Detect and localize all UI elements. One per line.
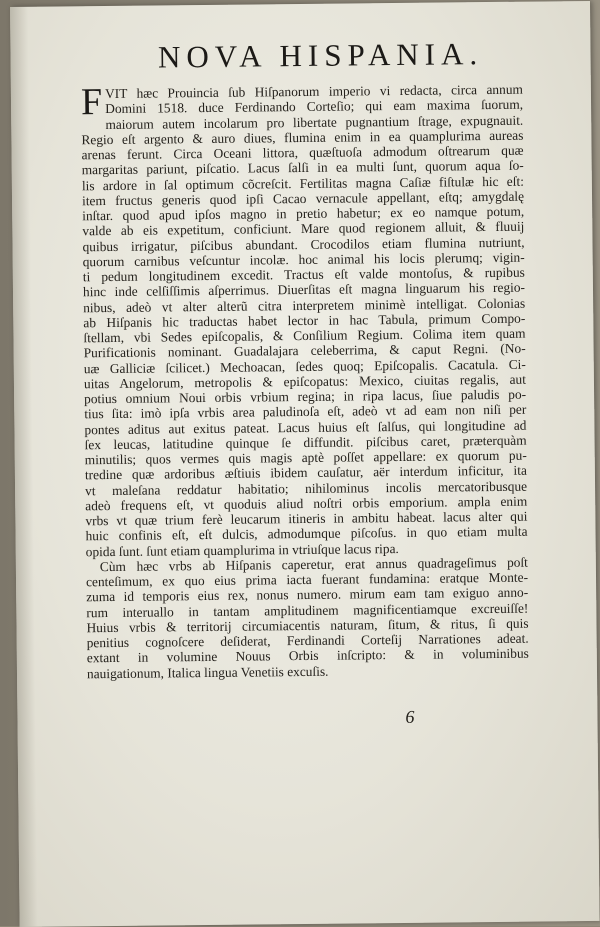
text-line: potius omnium Noui orbis vrbium regina; in ripa lacus, ſiue paludis po- bbox=[84, 386, 527, 407]
text-line: rum interuallo in tantam amplitudinem magnificentiamque excreuiſſe! bbox=[86, 600, 529, 620]
text-line: penitius cognoſcere deſiderat, Ferdinandi Corteſij Narrationes adeat. bbox=[86, 630, 529, 651]
text-line: quorum carnibus veſcuntur incolæ. hoc animal his locis plerumq; vigin- bbox=[82, 249, 525, 270]
text-line: huic confinis eſt, eſt dulcis, admodumque piſcoſus. in quo etiam multa bbox=[85, 523, 528, 544]
text-line: tredine quæ ardoribus æſtiuis ibidem cauſatur, aër interdum inficitur, ita bbox=[84, 462, 527, 483]
text-line: hinc inde celſiſſimis aſperrimus. Diuerſitas eſt magna linguarum his regio- bbox=[82, 279, 526, 300]
text-line: minutilis; quos vermes quis magis aptè poſſet appellare: ex quorum pu- bbox=[84, 447, 527, 468]
text-line: inſtar. quod apud ipſos magno in pretio habetur; ex eo namque potum, bbox=[82, 203, 525, 224]
text-line: quibus irrigatur, piſcibus abundant. Crocodilos etiam flumina nutriunt, bbox=[82, 234, 525, 254]
text-line: nauigationum, Italica lingua Venetiis excuſis. bbox=[86, 663, 329, 681]
text-line: adeò frequens eſt, vt quoduis aliud noſtri orbis emporium. ampla enim bbox=[85, 493, 528, 514]
page-title: NOVA HISPANIA. bbox=[157, 36, 484, 75]
paragraph-1 bbox=[81, 82, 528, 559]
text-line: Cùm hæc vrbs ab Hiſpanis caperetur, erat annus quadrageſimus poſt bbox=[99, 554, 528, 574]
text-line: opida ſunt. ſunt etiam quamplurima in vtriuſque lacus ripa. bbox=[85, 540, 399, 559]
text-line: pontes aditus aut exitus pateat. Lacus huius eſt ſalſus, qui longitudine ad bbox=[84, 417, 527, 437]
text-line: ſtellam, vbi Sedes epiſcopalis, & Conſilium Regium. Colima item quam bbox=[83, 325, 526, 346]
text-line: VIT hæc Prouincia ſub Hiſpanorum imperio vi redacta, circa annum bbox=[104, 81, 523, 102]
text-line: centeſimum, ex quo eius prima iacta fuerant fundamina: eratque Monte- bbox=[85, 569, 529, 590]
text-line: valde ab eis expetitum, conficiunt. Mare quod regionem alluit, & fluuij bbox=[82, 218, 525, 239]
text-line: tius ſita: imò ipſa vrbis area paludinoſa eſt, adeò vt ad eam non niſi per bbox=[84, 401, 527, 422]
text-line: Purificationis nominant. Guadalajara celeberrima, & caput Regni. (No- bbox=[83, 340, 526, 361]
body-text bbox=[81, 82, 529, 681]
text-line: Domini 1518. duce Ferdinando Corteſio; qui eam maxima ſuorum, bbox=[105, 96, 524, 117]
text-line: margaritas pariunt, piſcatio. Lacus ſalſi in ea multi ſunt, quorum aqua ſo- bbox=[81, 157, 524, 178]
text-line: ab Hiſpanis hic traductas habet lector in hac Tabula, primum Compo- bbox=[83, 310, 526, 331]
text-line: nibus, adeò vt alter alterũ citra interpretem minimè intelligat. Colonias bbox=[83, 295, 526, 315]
paragraph-2 bbox=[86, 554, 529, 681]
text-line: item fructus generis quod ipſi Cacao vernacule appellant, eſtq; amygdalę bbox=[81, 188, 525, 209]
text-line: arenas ferunt. Circa Oceani littora, quæſtuoſa admodum oſtrearum quæ bbox=[81, 142, 524, 163]
text-line: uitas Angelorum, metropolis & epiſcopatus: Mexico, ciuitas regalis, aut bbox=[83, 371, 527, 392]
drop-cap: F bbox=[80, 81, 103, 124]
text-line: extant in volumine Nouus Orbis inſcripto: & in voluminibus bbox=[86, 645, 529, 666]
book-page bbox=[10, 1, 600, 927]
text-line: lis ardore in ſal optimum cõcreſcit. Fertilitas magna Caſiæ fiſtulæ hic eſt: bbox=[81, 173, 524, 193]
text-line: Huius vrbis & territorij circumiacentis naturam, ſitum, & ritus, ſi quis bbox=[86, 615, 529, 636]
text-line: uæ Galliciæ ſcilicet.) Mechoacan, ſedes quoq; Epiſcopalis. Cacatula. Ci- bbox=[83, 356, 526, 376]
text-line: Regio eſt argento & auro diues, flumina enim in ea quamplurima aureas bbox=[81, 127, 524, 148]
page-number: 6 bbox=[405, 706, 415, 727]
text-line: ſex leucas, latitudine quinque ſe diffundit. piſcibus caret, præterquàm bbox=[84, 432, 527, 453]
text-line: vt maleſana reddatur habitatio; nihilominus incolis mercatoribusque bbox=[85, 478, 528, 498]
text-line: zuma id temporis eius rex, nonus numero. mirum eam tam exiguo anno- bbox=[86, 584, 529, 605]
text-line: maiorum autem incolarum pro libertate pugnantium ſtrage, expugnauit. bbox=[105, 112, 524, 132]
text-line: ti pedum longitudinem excedit. Tractus eſt valde montoſus, & rupibus bbox=[82, 264, 525, 285]
text-line: vrbs vt quæ trium ferè leucarum itineris in ambitu habeat. lacus alter qui bbox=[85, 508, 528, 529]
